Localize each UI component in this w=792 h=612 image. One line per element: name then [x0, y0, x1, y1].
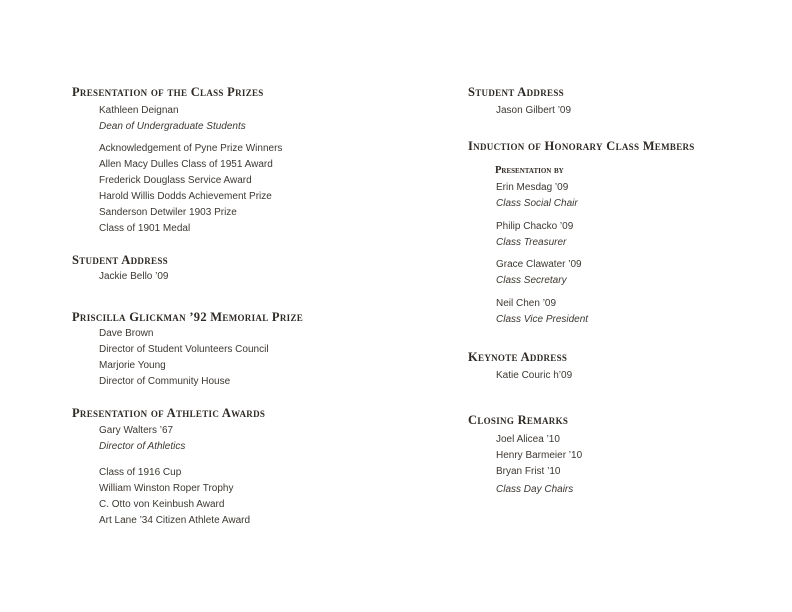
presenter-title: Dean of Undergraduate Students — [99, 121, 246, 132]
prize-item: Harold Willis Dodds Achievement Prize — [99, 191, 272, 202]
member-role: Class Social Chair — [496, 198, 578, 209]
athletic-item: Class of 1916 Cup — [99, 467, 182, 478]
student-address-heading: Student Address — [72, 253, 168, 267]
keynote-speaker: Katie Couric h’09 — [496, 370, 573, 381]
class-prizes-heading: Presentation of the Class Prizes — [72, 85, 264, 99]
student-address-heading-right: Student Address — [468, 85, 564, 99]
glickman-line: Dave Brown — [99, 328, 154, 339]
member-role: Class Secretary — [496, 275, 567, 286]
member-name: Neil Chen ’09 — [496, 298, 557, 309]
keynote-heading: Keynote Address — [468, 350, 568, 364]
presenter-name: Kathleen Deignan — [99, 105, 179, 116]
prize-item: Allen Macy Dulles Class of 1951 Award — [99, 159, 273, 170]
member-role: Class Treasurer — [496, 237, 567, 248]
glickman-line: Director of Student Volunteers Council — [99, 344, 269, 355]
presentation-by-subheading: Presentation by — [495, 165, 564, 176]
member-name: Philip Chacko ’09 — [496, 221, 574, 232]
member-role: Class Vice President — [496, 314, 589, 325]
athletic-presenter-name: Gary Walters ’67 — [99, 425, 174, 436]
athletic-item: Art Lane ’34 Citizen Athlete Award — [99, 515, 251, 526]
glickman-line: Director of Community House — [99, 376, 231, 387]
student-address-speaker: Jackie Bello ’09 — [99, 271, 169, 282]
member-name: Grace Clawater ’09 — [496, 259, 582, 270]
honorary-heading: Induction of Honorary Class Members — [468, 139, 695, 153]
closing-speaker: Joel Alicea ’10 — [496, 434, 560, 445]
prize-item: Frederick Douglass Service Award — [99, 175, 252, 186]
prize-item: Sanderson Detwiler 1903 Prize — [99, 207, 237, 218]
member-name: Erin Mesdag ’09 — [496, 182, 569, 193]
closing-heading: Closing Remarks — [468, 413, 569, 427]
athletic-item: C. Otto von Keinbush Award — [99, 499, 225, 510]
closing-title: Class Day Chairs — [496, 484, 574, 495]
athletic-presenter-title: Director of Athletics — [99, 441, 186, 452]
athletic-item: William Winston Roper Trophy — [99, 483, 234, 494]
closing-speaker: Henry Barmeier ’10 — [496, 450, 583, 461]
glickman-line: Marjorie Young — [99, 360, 166, 371]
glickman-prize-heading: Priscilla Glickman ’92 Memorial Prize — [72, 310, 304, 324]
closing-speaker: Bryan Frist ’10 — [496, 466, 561, 477]
prize-item: Acknowledgement of Pyne Prize Winners — [99, 143, 283, 154]
student-address-speaker-right: Jason Gilbert ’09 — [496, 105, 572, 116]
prize-item: Class of 1901 Medal — [99, 223, 191, 234]
athletic-awards-heading: Presentation of Athletic Awards — [72, 406, 266, 420]
